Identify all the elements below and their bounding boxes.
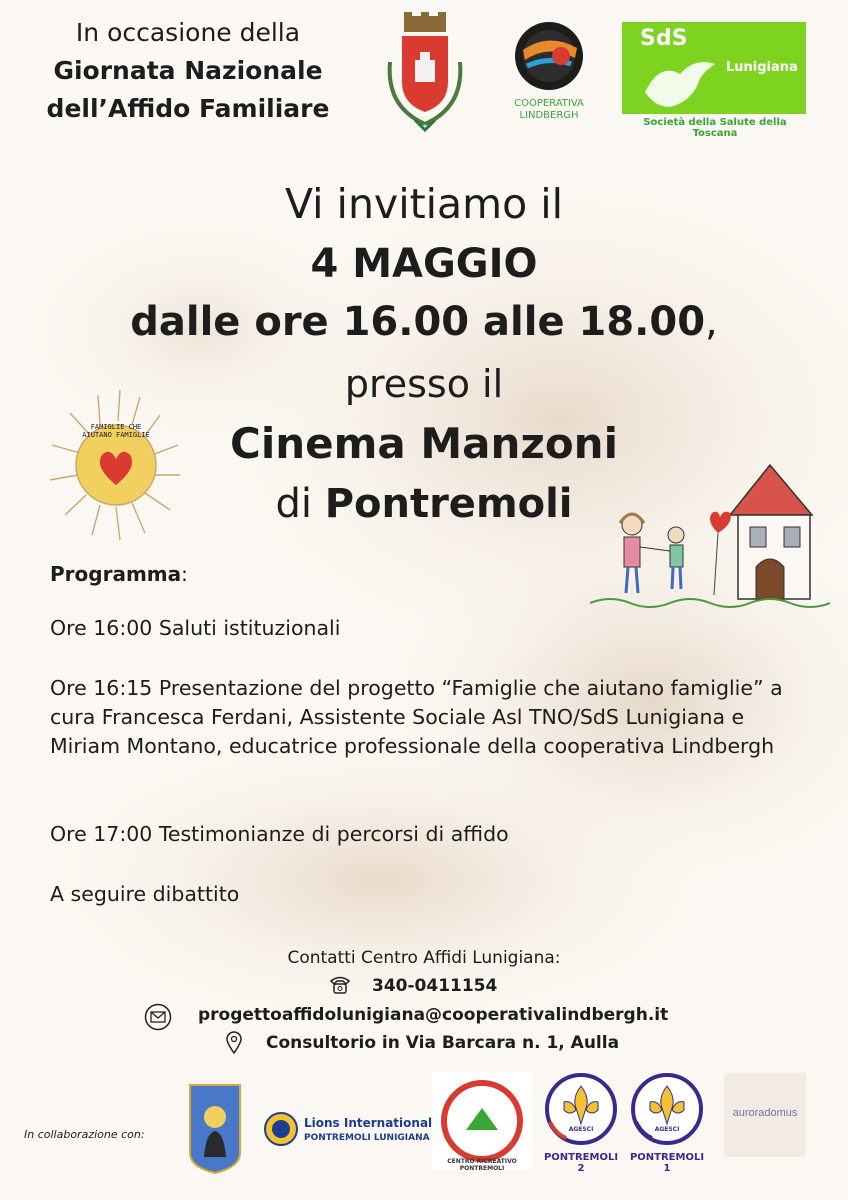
program-item: Ore 17:00 Testimonianze di percorsi di affido: [50, 822, 509, 846]
collab-label: In collaborazione con:: [24, 1128, 145, 1141]
location-pin-icon: [226, 1031, 242, 1055]
lindbergh-line1: COOPERATIVA: [514, 98, 584, 109]
invite-time: [0, 296, 848, 348]
contact-phone[interactable]: [372, 976, 497, 996]
auroradomus-logo: [724, 1073, 806, 1157]
centro-ricreativo-emblem-icon: [432, 1072, 532, 1170]
scout-group-1: PONTREMOLI 1: [629, 1152, 705, 1174]
family-house-drawing: [590, 455, 830, 615]
agesci-pontremoli2-logo: [540, 1072, 622, 1174]
agesci-text-1: AGESCI: [654, 1126, 680, 1133]
invite-line1: Vi invitiamo il: [284, 180, 564, 228]
sun-drawing-text: FAMIGLIE CHE AIUTANO FAMIGLIE: [82, 423, 150, 439]
program-title-colon: :: [181, 562, 188, 586]
program-item: Ore 16:00 Saluti istituzionali: [50, 616, 341, 640]
scout-group-2: PONTREMOLI 2: [543, 1152, 619, 1174]
invite-city-prefix: di: [275, 481, 312, 527]
sun-drawing: [40, 385, 190, 545]
contact-email[interactable]: [198, 1005, 668, 1025]
phone-icon: [328, 975, 352, 995]
lions-international-logo: [264, 1112, 434, 1152]
sds-lunigiana-logo: [622, 22, 808, 139]
invite-city-name: Pontremoli: [324, 481, 573, 527]
lions-emblem-icon: [264, 1112, 298, 1146]
agesci-fleur-de-lis-icon: [628, 1072, 706, 1146]
pegasus-icon: [640, 52, 720, 112]
header-line1: In occasione della: [75, 18, 301, 47]
header-intro: [18, 14, 358, 128]
contact-address: Consultorio in Via Barcara n. 1, Aulla: [266, 1033, 620, 1053]
cooperativa-lindbergh-logo: [505, 20, 593, 124]
header-line2: Giornata Nazionale: [53, 56, 323, 85]
header-line3: dell’Affido Familiare: [46, 94, 330, 123]
contact-email-text[interactable]: progettoaffidolunigiana@cooperativalindbergh.it: [198, 1005, 669, 1025]
sun-illustration: [40, 385, 190, 545]
contact-phone-text[interactable]: 340-0411154: [372, 976, 498, 996]
invite-time-text: dalle ore 16.00 alle 18.00: [130, 299, 706, 345]
envelope-icon: [144, 1003, 172, 1031]
program-item: A seguire dibattito: [50, 882, 240, 906]
program-title-text: Programma: [50, 562, 182, 586]
lions-line1: Lions International: [304, 1116, 433, 1130]
lindbergh-emblem-icon: [505, 20, 593, 92]
sds-caption: Società della Salute della Toscana: [643, 117, 787, 139]
auroradomus-text: auroradomus: [732, 1107, 798, 1119]
agesci-fleur-de-lis-icon: [542, 1072, 620, 1146]
sds-short: SdS: [640, 26, 688, 51]
contacts-title: Contatti Centro Affidi Lunigiana:: [287, 948, 561, 968]
lindbergh-line2: LINDBERGH: [519, 110, 579, 121]
shield-statue-logo: [188, 1083, 242, 1175]
lions-line2: PONTREMOLI LUNIGIANA: [304, 1133, 430, 1143]
invite-line4: presso il: [344, 362, 504, 406]
program-title: [50, 562, 188, 586]
comune-crest-logo: [380, 12, 470, 140]
invite-time-comma: ,: [705, 299, 718, 345]
sds-region: Lunigiana: [726, 60, 798, 75]
centro-ricreativo-logo: [432, 1072, 532, 1170]
invite-venue: Cinema Manzoni: [230, 419, 618, 468]
agesci-pontremoli1-logo: [626, 1072, 708, 1174]
program-item: Ore 16:15 Presentazione del progetto “Famiglie che aiutano famiglie” a cura Francesca Ferdani, Assistente Sociale Asl TNO/SdS Lunigiana e Miriam Montano, educatrice professionale della cooperativa Lindbergh: [50, 676, 783, 758]
centro-ricreativo-text: CENTRO RICREATIVO PONTREMOLI: [447, 1158, 517, 1172]
invite-date: 4 MAGGIO: [310, 241, 538, 287]
agesci-text-2: AGESCI: [568, 1126, 594, 1133]
